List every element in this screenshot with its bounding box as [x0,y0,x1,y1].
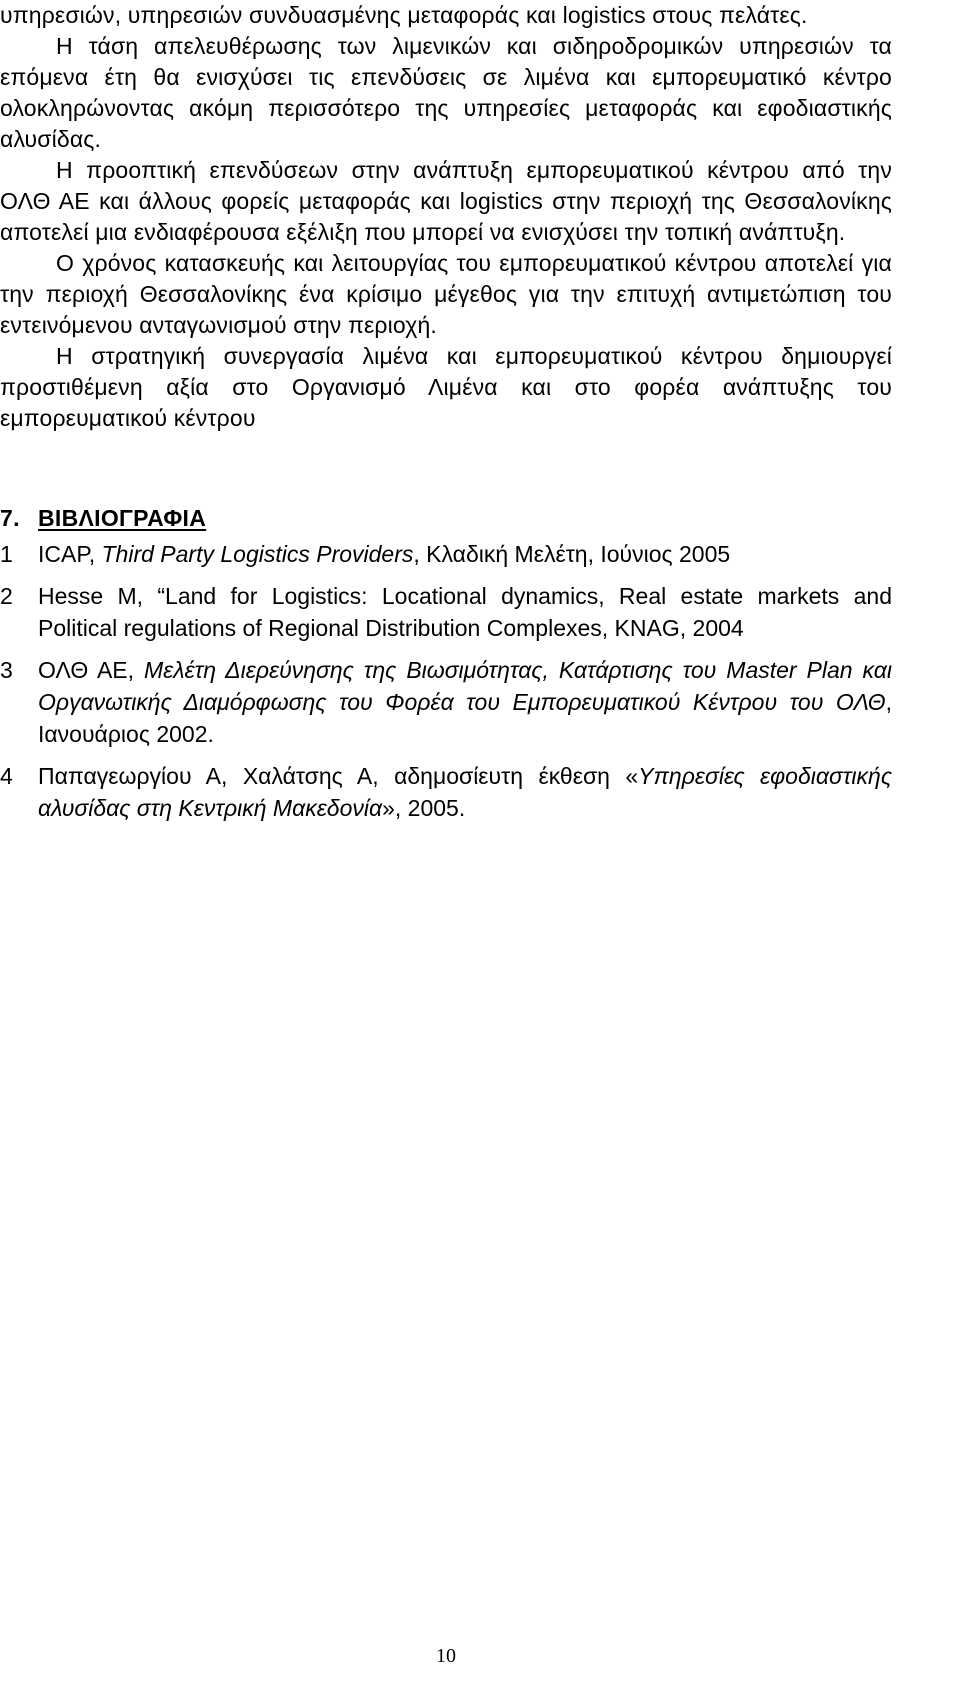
paragraph-1: υπηρεσιών, υπηρεσιών συνδυασμένης μεταφοράς και logistics στους πελάτες. [0,2,808,28]
reference-details: , Ιανουάριος 2002. [38,689,892,747]
reference-author: Hesse M, [38,583,158,609]
reference-author: ICAP, [38,541,102,567]
body-text [0,0,892,434]
reference-title: Μελέτη Διερεύνησης της Βιωσιμότητας, Κατάρτισης του Master Plan και Οργανωτικής Διαμόρφωσης του Φορέα του Εμπορευματικού Κέντρου του ΟΛΘ [38,657,892,715]
reference-author: Παπαγεωργίου Α, Χαλάτσης Α, αδημοσίευτη έκθεση « [38,763,639,789]
paragraph-3: Η προοπτική επενδύσεων στην ανάπτυξη εμπορευματικού κέντρου από την ΟΛΘ ΑΕ και άλλους φορείς μεταφοράς και logistics στην περιοχή της Θεσσαλονίκης αποτελεί μια ενδιαφέρουσα εξέλιξη που μπορεί να ενισχύσει την τοπική ανάπτυξη. [0,157,892,245]
reference-item [0,654,892,750]
page-number: 10 [436,1645,456,1667]
paragraph-4: Ο χρόνος κατασκευής και λειτουργίας του εμπορευματικού κέντρου αποτελεί για την περιοχή Θεσσαλονίκης ένα κρίσιμο μέγεθος για την επιτυχή αντιμετώπιση του εντεινόμενου ανταγωνισμού στην περιοχή. [0,250,892,338]
reference-title: Υπηρεσίες εφοδιαστικής αλυσίδας στη Κεντρική Μακεδονία [38,763,892,821]
reference-item [0,580,892,644]
reference-item [0,538,892,570]
section-number: 7. [0,505,20,531]
bibliography-list [0,538,892,824]
reference-details: , Κλαδική Μελέτη, Ιούνιος 2005 [413,541,731,567]
reference-number: 2 [0,583,13,609]
reference-item [0,760,892,824]
reference-title: “Land for Logistics: Locational dynamics, Real estate markets and Political regulations of Regional Distribution Complexes, KNAG, 2004 [38,583,892,641]
paragraph-2: Η τάση απελευθέρωσης των λιμενικών και σιδηροδρομικών υπηρεσιών τα επόμενα έτη θα ενισχύσει τις επενδύσεις σε λιμένα και εμπορευματικό κέντρο ολοκληρώνοντας ακόμη περισσότερο της υπηρεσίες μεταφοράς και εφοδιαστικής αλυσίδας. [0,33,892,152]
reference-author: ΟΛΘ ΑΕ, [38,657,144,683]
reference-number: 4 [0,763,13,789]
reference-title: Third Party Logistics Providers [101,541,414,567]
reference-number: 3 [0,657,13,683]
section-title: ΒΙΒΛΙΟΓΡΑΦΙΑ [38,505,207,531]
section-heading [0,503,206,534]
paragraph-5: Η στρατηγική συνεργασία λιμένα και εμπορευματικού κέντρου δημιουργεί προστιθέμενη αξία στο Οργανισμό Λιμένα και στο φορέα ανάπτυξης του εμπορευματικού κέντρου [0,343,892,431]
reference-number: 1 [0,541,13,567]
reference-details: », 2005. [382,795,466,821]
